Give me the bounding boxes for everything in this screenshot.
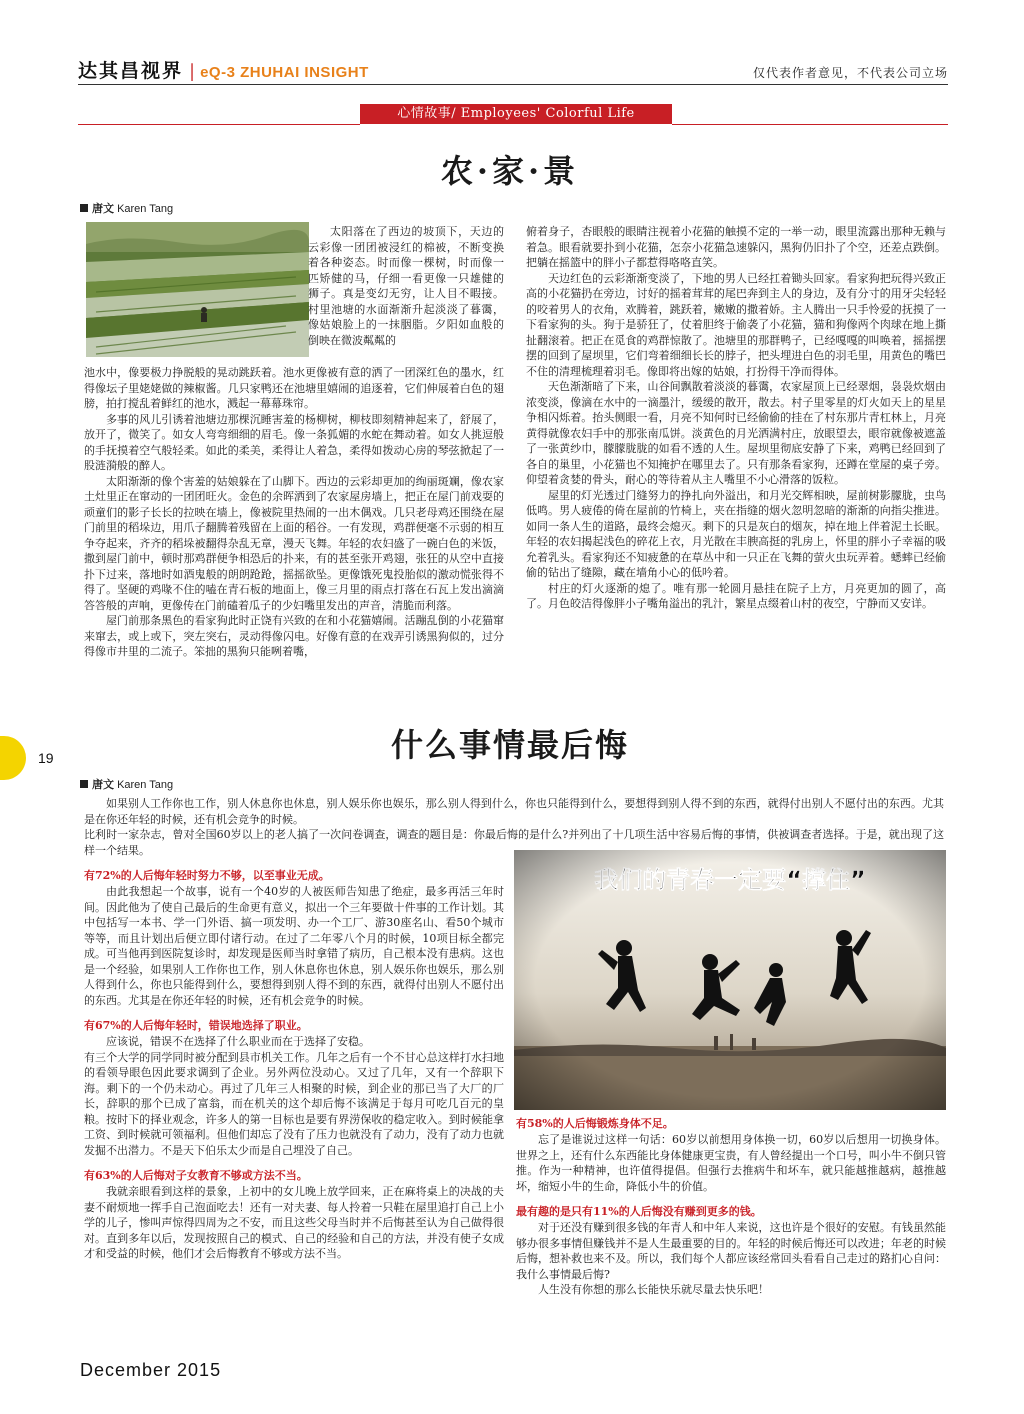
article1-paragraph: 屋里的灯光透过门缝努力的挣扎向外溢出，和月光交辉相映，屋前树影朦胧，虫鸟低鸣。男人疲倦的倚在屋前的竹椅上，夹在指缝的烟火忽明忽暗的渐渐的向指尖推进。如同一条人生的道路，最终会熄灭。剩下的只是灰白的烟灰，掉在地上伴着泥土长眠。年轻的农妇揭起浅色的碎花上衣，月光散在丰腴高挺的乳房上，怀里的胖小子幸福的吸允着乳头。看家狗还不知疲惫的在草丛中和一只正在飞舞的萤火虫玩弄着。蟋蟀已经偷偷的钻出了缝隙，藏在墙角小心的低吟着。	[526, 488, 946, 579]
article2-title: 什么事情最后悔	[390, 726, 629, 764]
brand-english-title: eQ-3 ZHUHAI INSIGHT	[200, 64, 369, 81]
regret-paragraph: 有三个大学的同学同时被分配到县市机关工作。几年之后有一个不甘心总这样打水扫地的看领导眼色因此要求调到了企业。另外两位没动心。又过了几年，又有一个辞职下海。剩下的一个仍未动心。再过了几年三人相聚的时候，到企业的那已当了大厂的厂长，辞职的那个已成了富翁，而在机关的这个却后悔不该满足于每月可吃几百元的皇粮。按时下的择业观念，许多人的第一目标也是要有界涝保收的稳定收入。到时候能拿工资、到时候就可领福利。但他们却忘了没有了压力也就没有了动力，没有了动力也就发掘不出潜力。不是天下伯乐太少而是自己埋没了自己。	[84, 1050, 504, 1157]
article2-intro	[84, 796, 944, 858]
brand-separator: |	[189, 61, 196, 82]
regret-heading: 有67%的人后悔年轻时，错误地选择了职业。	[84, 1019, 308, 1032]
article2-right-column	[516, 1114, 946, 1322]
rice-field-photo	[86, 222, 309, 357]
youth-jump-photo	[514, 850, 946, 1110]
jumping-silhouettes-illustration	[514, 850, 946, 1110]
article1-right-column	[526, 224, 946, 679]
banner-rule-left	[78, 124, 360, 125]
article1-byline	[80, 200, 173, 216]
header-divider	[78, 84, 948, 85]
byline-english-name: Karen Tang	[117, 203, 174, 215]
page-side-tab	[0, 736, 26, 780]
article2-intro-paragraph: 如果别人工作你也工作，别人休息你也休息，别人娱乐你也娱乐，那么别人得到什么，你也只能得到什么，要想得到别人得不到的东西，就得付出别人不愿付出的东西。尤其是在你还年轻的时候，还有机会竞争的时候。	[84, 797, 944, 826]
issue-date: December 2015	[80, 1360, 222, 1380]
article2-left-column	[84, 866, 504, 1334]
byline-square-icon	[80, 780, 88, 788]
article2-byline	[80, 776, 173, 792]
regret-section	[84, 868, 504, 1008]
regret-section	[516, 1116, 946, 1194]
article1-paragraph: 池水中，像要极力挣脱般的晃动跳跃着。池水更像被有意的洒了一团深红色的墨水，红得像坛子里姥姥做的辣椒酱。几只家鸭还在池塘里嬉闹的追逐着，它们伸展着白色的翅膀，拍打搅乱着鲜红的池水，溅起一幕幕珠帘。	[84, 366, 504, 410]
byline-author: 唐文	[92, 203, 114, 215]
page-header	[78, 52, 948, 92]
masthead	[78, 56, 369, 83]
regret-section	[516, 1204, 946, 1298]
regret-paragraph: 我就亲眼看到这样的景象，上初中的女儿晚上放学回来，正在麻将桌上的决战的夫妻不耐烦地一挥手自己泡面吃去！还有一对夫妻、每人拎着一只鞋在屋里追打自己上小学的儿子，惨叫声惊得四周为之不安，而且这些父母当时并不后悔甚至认为自己做得很对。直到多年以后，发现按照自己的模式、自己的经验和自己的方法，并没有使子女成才和受益的时候，他们才会后悔教育不够或方法不当。	[84, 1185, 504, 1260]
article1-paragraph: 太阳渐渐的像个害羞的姑娘躲在了山脚下。西边的云彩却更加的绚丽斑斓，像农家土灶里正在窜动的一团团旺火。金色的余晖洒到了农家屋房墙上，把正在屋门前戏耍的顽童们的影子长长的拉映在墙上，像被院里热闹的一出木偶戏。几只老母鸡还围绕在屋门前里的稻垛边，用爪子翻腾着残留在上面的稻谷。一有发现，鸡群便毫不示弱的相互争夺起来，齐齐的稻垛被翻得杂乱无章，漫天飞舞。年轻的农妇盛了一碗白色的米饭，撒到屋门前中，顿时那鸡群便争相恐后的扑来，有的甚至张开鸡翅，张狂的从空中直接扑下过来，落地时如酒鬼般的朗朗跄跄，摇摇欲坠。更像饿死鬼投胎似的激动慌张得不得了。坚硬的鸡喙不住的嗑在青石板的地面上，像三月里的雨点打落在石瓦上发出滴滴答答般的声响，更像传在门前磕着瓜子的少妇嘴里发出的声音，清脆而利落。	[84, 474, 504, 612]
article1-paragraph: 天边红色的云彩渐渐变淡了，下地的男人已经扛着锄头回家。看家狗把玩得兴致正高的小花猫扔在旁边，讨好的摇着茸茸的尾巴奔到主人的身边，及有分寸的用牙尖轻轻的咬着男人的衣角，欢腾着，跳跃着，嫩嫩的撒着娇。主人腾出一只手怜爱的抚摸了一下看家狗的头。狗于是骄狂了，仗着胆终于偷袭了小花猫，猫和狗像两个肉球在地上撕扯翻滚着。把正在觅食的鸡群惊散了。池塘里的那群鸭子，已经嘎嘎的叫唤着，摇摇摆摆的回到了屋坝里，它们弯着细细长长的脖子，把头埋进白色的羽毛里，用黄色的嘴巴不住的清理梳理着羽毛。像即将出嫁的姑娘，打扮得干净而得体。	[526, 271, 946, 378]
article1-paragraph: 俯着身子，杏眼般的眼睛注视着小花猫的触摸不定的一举一动，眼里流露出那种无赖与着急。眼看就要扑到小花猫，怎奈小花猫急速躲闪，黑狗仍旧扑了个空，还差点跌倒。把躺在摇篮中的胖小子都惹得咯咯直笑。	[526, 225, 946, 269]
regret-heading: 有63%的人后悔对子女教育不够或方法不当。	[84, 1169, 308, 1182]
regret-section	[84, 1168, 504, 1262]
brand-chinese-title: 达其昌视界	[78, 60, 184, 82]
regret-heading: 有58%的人后悔锻炼身体不足。	[516, 1117, 674, 1130]
regret-heading: 有72%的人后悔年轻时努力不够，以至事业无成。	[84, 869, 330, 882]
byline-english-name: Karen Tang	[117, 779, 174, 791]
article1-paragraph: 天色渐渐暗了下来，山谷间飘散着淡淡的暮霭，农家屋顶上已经翠烟，袅袅炊烟由浓变淡，像滴在水中的一滴墨汁，缓缓的散开，散去。村子里零星的灯火如天上的星星争相闪烁着。抬头侧眼一看，月亮不知何时已经偷偷的挂在了村东那片青杠林上，月亮黄得就像农妇手中的那张南瓜饼。淡黄色的月光洒满村庄，放眼望去，眼帘就像被遮盖了一张黄纱巾，朦朦胧胧的如看不透的人生。屋坝里彻底安静了下来，鸡鸭已经回到了各自的巢里，小花猫也不知掩护在哪里去了。只有那条看家狗，还蹲在堂屋的桌子旁。仰望着贪婪的骨头，耐心的等待着从主人嘴里不小心滑落的饭粒。	[526, 380, 946, 486]
regret-section	[84, 1018, 504, 1158]
byline-author: 唐文	[92, 779, 114, 791]
article1-left-column	[84, 365, 504, 695]
disclaimer: 仅代表作者意见，不代表公司立场	[752, 66, 948, 80]
article1-title: 农·家·景	[440, 152, 580, 190]
article1-paragraph: 多事的风儿引诱着池塘边那棵沉睡害羞的杨柳树，柳枝即刻精神起来了，舒展了，放开了，微笑了。如女人弯弯细细的眉毛。像一条狐媚的水蛇在舞动着。如女人挑逗般的手抚摸着空气般轻柔。如此的柔美，柔得让人着急，柔得如拨动心房的琴弦掀起了一股涟漪般的醉人。	[84, 412, 504, 472]
article2-intro-paragraph: 比利时一家杂志，曾对全国60岁以上的老人搞了一次问卷调查，调查的题目是：你最后悔的是什么?并列出了十几项生活中容易后悔的事情，供被调查者选择。于是，就出现了这样一个结果。	[84, 828, 944, 857]
rice-field-illustration	[86, 222, 309, 357]
regret-heading: 最有趣的是只有11%的人后悔没有赚到更多的钱。	[516, 1205, 762, 1218]
article1-paragraph: 村庄的灯火逐渐的熄了。唯有那一轮圆月悬挂在院子上方，月亮更加的圆了，高了。月色皎洁得像胖小子嘴角溢出的乳汁，繁星点缀着山村的夜空，宁静而又安详。	[526, 581, 946, 610]
regret-paragraph: 忘了是谁说过这样一句话：60岁以前想用身体换一切，60岁以后想用一切换身体。世界之上，还有什么东西能比身体健康更宝贵，有人曾经提出一个口号，叫小牛不倒只管推。作为一种精神，也许值得提倡。但强行去推病牛和坏车，就只能越推越病，越推越坏，缩短小牛的生命，降低小牛的价值。	[516, 1133, 946, 1193]
regret-paragraph: 应该说，错误不在选择了什么职业而在于选择了安稳。	[106, 1035, 370, 1048]
page-number: 19	[38, 750, 54, 766]
article1-paragraph: 屋门前那条黑色的看家狗此时正饶有兴致的在和小花猫嬉闹。活蹦乱倒的小花猫窜来窜去，或上或下，突左突右，灵动得像闪电。好像有意的在戏弄引诱黑狗似的，过分得像市井里的二流子。笨拙的黑狗只能咧着嘴，	[84, 614, 504, 658]
regret-paragraph: 由此我想起一个故事，说有一个40岁的人被医师告知患了绝症，最多再活三年时间。因此他为了使自己最后的生命更有意义，拟出一个三年要做十件事的工作计划。其中包括写一本书、学一门外语、搞一项发明、办一个工厂、游30座名山、看50个城市等等，而且计划出后便立即付诸行动。在过了二年零八个月的时候，10项目标全都完成。可当他再到医院复诊时，却发现是医师当时拿错了病历，自己根本没有患病。这也是一个经验，如果别人工作你也工作，别人休息你也休息，别人娱乐你也娱乐，那么别人得到什么，你也只能得到什么，要想得到别人得不到的东西，就得付出别人不愿付出的东西。尤其是在你还年轻的时候，还有机会竞争的时候。	[84, 885, 504, 1007]
byline-square-icon	[80, 204, 88, 212]
regret-paragraph: 人生没有你想的那么长能快乐就尽量去快乐吧！	[538, 1283, 769, 1296]
banner-rule-right	[672, 124, 948, 125]
section-banner: 心情故事/ Employees' Colorful Life	[360, 104, 672, 124]
article1-wrap-column	[308, 224, 504, 366]
regret-paragraph: 对于还没有赚到很多钱的年青人和中年人来说，这也许是个很好的安慰。有钱虽然能够办很多事情但赚钱并不是人生最重要的目的。年轻的时候后悔还可以改进；年老的时候后悔，想补救也来不及。所以，我们每个人都应该经常回头看看自己走过的路扪心自问：我什么事情最后悔?	[516, 1221, 946, 1281]
article1-wrap-paragraph: 太阳落在了西边的坡顶下，天边的云彩像一团团被浸红的棉被，不断变换着各种姿态。时而像一棵树，时而像一匹矫健的马，仔细一看更像一只雄健的狮子。真是变幻无穷，让人目不暇接。村里池塘的水面渐渐升起淡淡了暮霭，像姑娘脸上的一抹胭脂。夕阳如血般的倒映在微波粼粼的	[308, 225, 504, 347]
